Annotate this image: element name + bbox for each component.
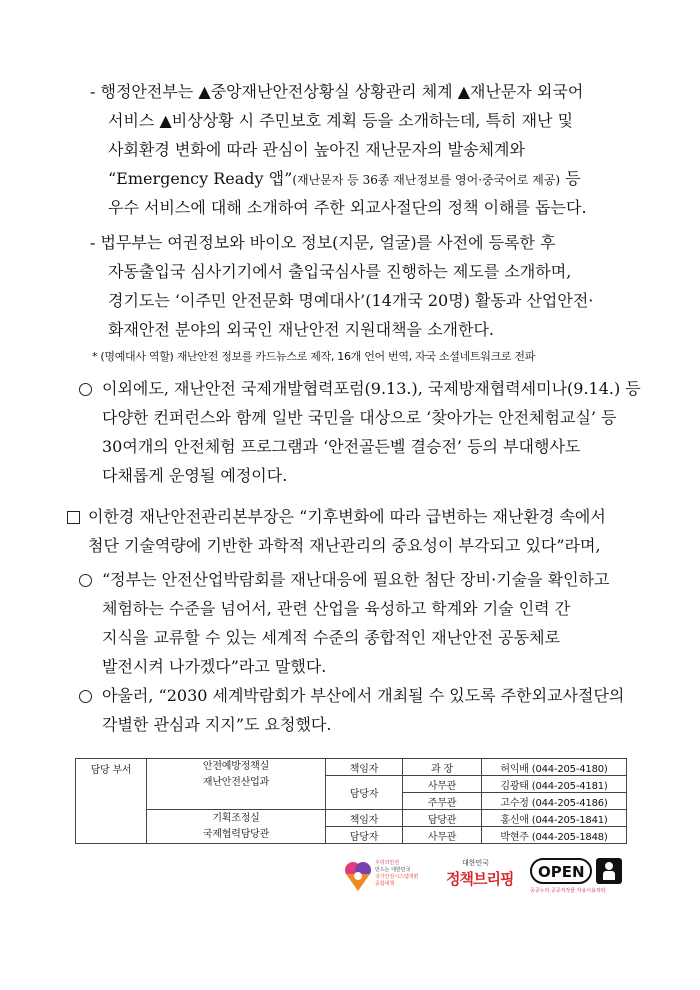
para5-line2: 체험하는 수준을 넘어서, 관련 산업을 육성하고 학계와 기술 인력 간 xyxy=(102,599,571,618)
app-name: “Emergency Ready 앱” xyxy=(108,169,293,188)
para2-line4: 화재안전 분야의 외국인 재난안전 지원대책을 소개한다. xyxy=(108,320,495,339)
para6-line2: 각별한 관심과 지지”도 요청했다. xyxy=(102,715,332,734)
policy-briefing-logo xyxy=(446,858,526,896)
division-2-office: 기획조정실 xyxy=(212,812,260,824)
logo3-main: OPEN xyxy=(538,863,585,881)
table-row xyxy=(76,759,627,776)
contact-table xyxy=(75,758,627,844)
para5-line4: 발전시켜 나가겠다”라고 말했다. xyxy=(102,657,327,676)
logo1-line2: 만드는 대한민국 xyxy=(375,867,411,873)
para1-line4-end: 등 xyxy=(565,169,581,188)
para4-line1: 이한경 재난안전관리본부장은 “기후변화에 따라 급변하는 재난환경 속에서 xyxy=(88,507,606,526)
contact-cell: 허익배 (044-205-4180) xyxy=(482,759,627,776)
para2-line3: 경기도는 ‘이주민 안전문화 명예대사’(14개국 20명) 활동과 산업안전· xyxy=(108,291,594,310)
logo1-line4: 종합대책 xyxy=(375,881,395,887)
para4-line2: 첨단 기술역량에 기반한 과학적 재난관리의 중요성이 부각되고 있다”라며, xyxy=(88,536,601,555)
contact-cell: 홍신애 (044-205-1841) xyxy=(482,810,627,827)
heart-people-icon xyxy=(343,858,373,896)
para1-line3: 사회환경 변화에 따라 관심이 높아진 재난문자의 발송체계와 xyxy=(108,140,525,159)
position-cell: 사무관 xyxy=(403,776,482,793)
role-cell: 담당자 xyxy=(326,776,403,810)
logo2-top: 대한민국 xyxy=(462,859,490,867)
division-1-office: 안전예방정책실 xyxy=(202,761,270,772)
para3-line2: 다양한 컨퍼런스와 함께 일반 국민을 대상으로 ‘찾아가는 안전체험교실’ 등 xyxy=(102,408,617,427)
contact-cell: 고수정 (044-205-4186) xyxy=(482,793,627,810)
square-bullet-icon xyxy=(67,511,80,524)
table-row xyxy=(76,810,627,827)
para5-line1: “정부는 안전산업박람회를 재난대응에 필요한 첨단 장비·기술을 확인하고 xyxy=(102,570,610,589)
contact-cell: 김광태 (044-205-4181) xyxy=(482,776,627,793)
para1-line2: 서비스 ▲비상상황 시 주민보호 계획 등을 소개하는데, 특히 재난 및 xyxy=(108,111,574,130)
para2-line2: 자동출입국 심사기기에서 출입국심사를 진행하는 제도를 소개하며, xyxy=(108,262,572,281)
open-license-logo xyxy=(530,858,642,898)
circle-bullet-icon xyxy=(79,574,92,587)
division-2-team: 국제협력담당관 xyxy=(202,828,270,840)
division-2 xyxy=(147,810,326,844)
logo1-line3: 국가안전시스템개편 xyxy=(375,874,419,880)
division-1-team: 재난안전산업과 xyxy=(202,777,270,788)
role-cell: 책임자 xyxy=(326,759,403,776)
para5-line3: 지식을 교류할 수 있는 세계적 수준의 종합적인 재난안전 공동체로 xyxy=(102,628,561,647)
open-badge xyxy=(530,858,592,884)
para1-line5: 우수 서비스에 대해 소개하여 주한 외교사절단의 정책 이해를 돕는다. xyxy=(108,198,587,217)
para2-note: * (명예대사 역할) 재난안전 정보를 카드뉴스로 제작, 16개 언어 번역, 자국 소셜네트워크로 전파 xyxy=(92,350,536,363)
position-cell: 과 장 xyxy=(403,759,482,776)
role-cell: 담당자 xyxy=(326,827,403,844)
logo1-line1: 우리의안전 xyxy=(375,860,400,866)
position-cell: 사무관 xyxy=(403,827,482,844)
circle-bullet-icon xyxy=(79,690,92,703)
position-cell: 주무관 xyxy=(403,793,482,810)
para1-line1: - 행정안전부는 ▲중앙재난안전상황실 상황관리 체계 ▲재난문자 외국어 xyxy=(90,82,584,101)
circle-bullet-icon xyxy=(79,383,92,396)
division-1 xyxy=(147,759,326,810)
position-cell: 담당관 xyxy=(403,810,482,827)
logo2-main: 정책브리핑 xyxy=(446,870,514,888)
para2-line1: - 법무부는 여권정보와 바이오 정보(지문, 얼굴)를 사전에 등록한 후 xyxy=(90,233,556,252)
app-note: (재난문자 등 36종 재난정보를 영어·중국어로 제공) xyxy=(292,173,561,187)
contact-cell: 박현주 (044-205-1848) xyxy=(482,827,627,844)
dept-label: 담당 부서 xyxy=(76,759,147,844)
para6-line1: 아울러, “2030 세계박람회가 부산에서 개최될 수 있도록 주한외교사절단의 xyxy=(102,686,625,705)
para1-line4 xyxy=(108,169,581,190)
safety-system-logo xyxy=(343,858,433,896)
para3-line1: 이외에도, 재난안전 국제개발협력포럼(9.13.), 국제방재협력세미나(9.14.) 등 xyxy=(102,379,641,398)
logo3-sub: 공공누리 공공저작물 자유이용허락 xyxy=(530,888,606,894)
para3-line4: 다채롭게 운영될 예정이다. xyxy=(102,466,288,485)
attribution-icon xyxy=(596,858,622,884)
role-cell: 책임자 xyxy=(326,810,403,827)
para3-line3: 30여개의 안전체험 프로그램과 ‘안전골든벨 결승전’ 등의 부대행사도 xyxy=(102,437,581,456)
